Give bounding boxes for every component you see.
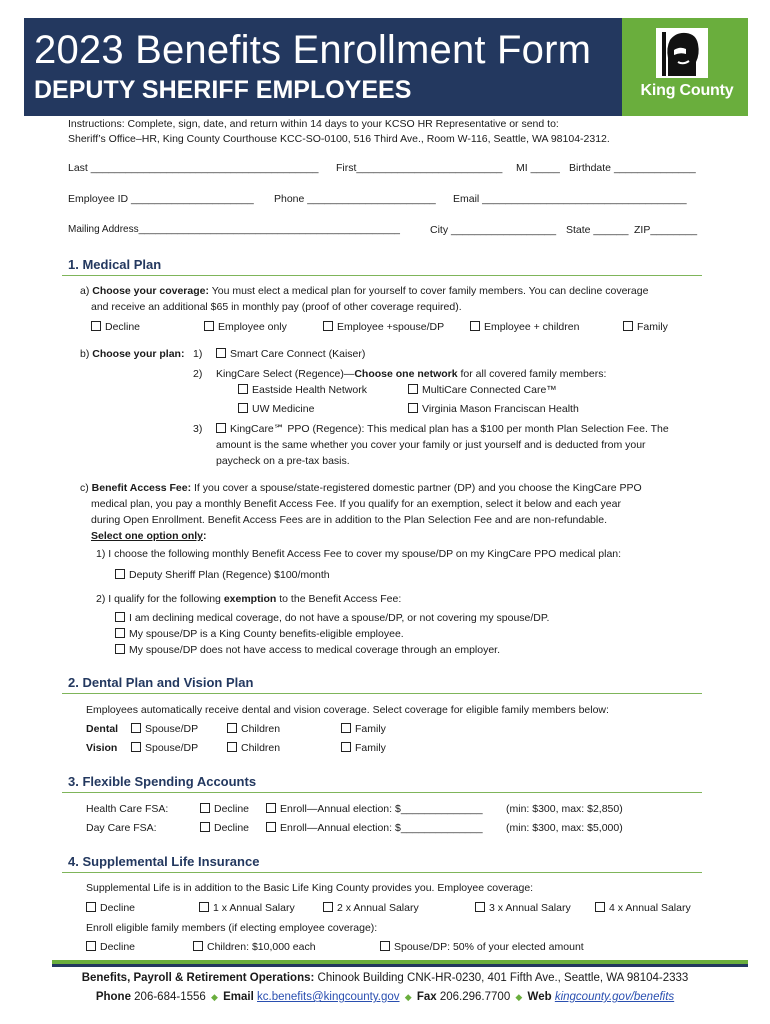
dental-intro: Employees automatically receive dental and vision coverage. Select coverage for eligible family members below: (86, 704, 609, 716)
diamond-icon: ◆ (515, 992, 523, 1002)
vision-family-checkbox[interactable]: Family (341, 742, 386, 754)
checkbox-icon (216, 348, 226, 358)
king-county-logo (622, 18, 748, 116)
life-family-intro: Enroll eligible family members (if electing employee coverage): (86, 922, 378, 934)
section-divider (62, 693, 702, 694)
instructions-line-1: Instructions: Complete, sign, date, and return within 14 days to your KCSO HR Representative or send to: (68, 118, 559, 130)
plan-kingcare-select-text: KingCare Select (Regence)—Choose one network for all covered family members: (216, 368, 607, 380)
section-medical-title: 1. Medical Plan (68, 257, 162, 272)
plan-1-number: 1) (193, 348, 203, 360)
checkbox-icon (238, 384, 248, 394)
checkbox-icon (200, 822, 210, 832)
life-4x-salary-checkbox[interactable]: 4 x Annual Salary (595, 902, 691, 914)
city-field[interactable]: City __________________ (430, 224, 557, 236)
checkbox-icon (227, 742, 237, 752)
checkbox-icon (266, 822, 276, 832)
coverage-employee-spouse-checkbox[interactable]: Employee +spouse/DP (323, 321, 444, 333)
checkbox-icon (91, 321, 101, 331)
network-multicare-checkbox[interactable]: MultiCare Connected Care™ (408, 384, 557, 396)
exemption-no-access-checkbox[interactable]: My spouse/DP does not have access to medical coverage through an employer. (115, 644, 500, 656)
life-decline-checkbox[interactable]: Decline (86, 902, 135, 914)
checkbox-icon (216, 423, 226, 433)
mlk-portrait-logo-icon (656, 28, 708, 78)
checkbox-icon (323, 321, 333, 331)
section-life-title: 4. Supplemental Life Insurance (68, 854, 260, 869)
plan-smart-care-checkbox[interactable]: Smart Care Connect (Kaiser) (216, 348, 365, 360)
checkbox-icon (341, 723, 351, 733)
email-link[interactable]: kc.benefits@kingcounty.gov (257, 991, 400, 1003)
checkbox-icon (200, 803, 210, 813)
day-care-fsa-decline-checkbox[interactable]: Decline (200, 822, 249, 834)
exemption-declining-checkbox[interactable]: I am declining medical coverage, do not have a spouse/DP, or not covering my spouse/DP. (115, 612, 549, 624)
plan-3-number: 3) (193, 423, 203, 435)
zip-field[interactable]: ZIP________ (634, 224, 698, 236)
employee-id-field[interactable]: Employee ID _____________________ (68, 193, 254, 205)
form-title: 2023 Benefits Enrollment Form (34, 28, 592, 72)
day-care-fsa-label: Day Care FSA: (86, 822, 157, 834)
section-divider (62, 275, 702, 276)
diamond-icon: ◆ (404, 992, 412, 1002)
checkbox-icon (199, 902, 209, 912)
checkbox-icon (595, 902, 605, 912)
network-eastside-checkbox[interactable]: Eastside Health Network (238, 384, 367, 396)
last-name-field[interactable]: Last _______________________________________ (68, 162, 319, 174)
checkbox-icon (115, 628, 125, 638)
plan-2-number: 2) (193, 368, 203, 380)
plan-kingcare-ppo-checkbox[interactable]: KingCare℠ PPO (Regence): This medical plan has a $100 per month Plan Selection Fee. The (216, 423, 669, 435)
checkbox-icon (227, 723, 237, 733)
checkbox-icon (266, 803, 276, 813)
plan-3-line-2: amount is the same whether you cover your family or just yourself and is deducted from your (216, 439, 646, 451)
checkbox-icon (86, 941, 96, 951)
health-fsa-label: Health Care FSA: (86, 803, 169, 815)
checkbox-icon (193, 941, 203, 951)
middle-initial-field[interactable]: MI _____ (516, 162, 560, 174)
section-divider (62, 792, 702, 793)
website-link[interactable]: kingcounty.gov/benefits (554, 991, 675, 1003)
access-fee-option-1-text: 1) I choose the following monthly Benefit Access Fee to cover my spouse/DP on my KingCare PPO medical plan: (96, 548, 622, 560)
coverage-employee-only-checkbox[interactable]: Employee only (204, 321, 287, 333)
network-virginia-mason-checkbox[interactable]: Virginia Mason Franciscan Health (408, 403, 579, 415)
medical-c-line-1: c) Benefit Access Fee: If you cover a spouse/state-registered domestic partner (DP) and you choose the KingCare PPO (80, 482, 642, 494)
network-uw-medicine-checkbox[interactable]: UW Medicine (238, 403, 314, 415)
checkbox-icon (204, 321, 214, 331)
health-fsa-decline-checkbox[interactable]: Decline (200, 803, 249, 815)
life-1x-salary-checkbox[interactable]: 1 x Annual Salary (199, 902, 295, 914)
checkbox-icon (408, 384, 418, 394)
checkbox-icon (341, 742, 351, 752)
day-care-fsa-limits: (min: $300, max: $5,000) (506, 822, 623, 834)
family-life-spouse-checkbox[interactable]: Spouse/DP: 50% of your elected amount (380, 941, 584, 953)
section-divider (62, 872, 702, 873)
access-fee-option-2-text: 2) I qualify for the following exemption to the Benefit Access Fee: (96, 593, 402, 605)
footer-contact: Phone 206-684-1556 ◆ Email kc.benefits@kingcounty.gov ◆ Fax 206.296.7700 ◆ Web kingcounty.gov/benefits (95, 991, 675, 1003)
checkbox-icon (323, 902, 333, 912)
checkbox-icon (86, 902, 96, 912)
plan-3-line-3: paycheck on a pre-tax basis. (216, 455, 350, 467)
dental-spouse-checkbox[interactable]: Spouse/DP (131, 723, 198, 735)
email-field[interactable]: Email ___________________________________ (453, 193, 687, 205)
header-title-panel (24, 18, 622, 116)
checkbox-icon (623, 321, 633, 331)
dental-children-checkbox[interactable]: Children (227, 723, 280, 735)
vision-children-checkbox[interactable]: Children (227, 742, 280, 754)
section-dental-title: 2. Dental Plan and Vision Plan (68, 675, 254, 690)
medical-c-line-2: medical plan, you pay a monthly Benefit Access Fee. If you qualify for an exemption, select it below and each year (91, 498, 621, 510)
section-fsa-title: 3. Flexible Spending Accounts (68, 774, 257, 789)
coverage-employee-children-checkbox[interactable]: Employee + children (470, 321, 579, 333)
coverage-family-checkbox[interactable]: Family (623, 321, 668, 333)
checkbox-icon (470, 321, 480, 331)
life-3x-salary-checkbox[interactable]: 3 x Annual Salary (475, 902, 571, 914)
mailing-address-field[interactable]: Mailing Address_______________________________________________ (68, 224, 400, 235)
checkbox-icon (115, 569, 125, 579)
checkbox-icon (408, 403, 418, 413)
health-fsa-enroll-checkbox[interactable]: Enroll—Annual election: $______________ (266, 803, 483, 815)
checkbox-icon (380, 941, 390, 951)
form-header (24, 18, 748, 116)
state-field[interactable]: State ______ (566, 224, 629, 236)
family-life-children-checkbox[interactable]: Children: $10,000 each (193, 941, 316, 953)
life-intro: Supplemental Life is in addition to the Basic Life King County provides you. Employee coverage: (86, 882, 534, 894)
vision-label: Vision (86, 742, 118, 754)
select-one-note: Select one option only: (91, 530, 207, 542)
instructions-line-2: Sheriff’s Office–HR, King County Courthouse KCC-SO-0100, 516 Third Ave., Room W-116, Seattle, WA 98104-2312. (68, 133, 610, 145)
diamond-icon: ◆ (210, 992, 218, 1002)
form-subtitle: DEPUTY SHERIFF EMPLOYEES (34, 76, 412, 104)
footer-divider (52, 964, 748, 967)
checkbox-icon (131, 723, 141, 733)
medical-b-label: b) Choose your plan: (80, 348, 185, 360)
checkbox-icon (475, 902, 485, 912)
health-fsa-limits: (min: $300, max: $2,850) (506, 803, 623, 815)
medical-a-line-2: and receive an additional $65 in monthly pay (proof of other coverage required). (91, 301, 462, 313)
footer-address: Benefits, Payroll & Retirement Operations: Chinook Building CNK-HR-0230, 401 Fifth Ave., Seattle, WA 98104-2333 (81, 972, 689, 984)
exemption-kc-employee-checkbox[interactable]: My spouse/DP is a King County benefits-eligible employee. (115, 628, 404, 640)
vision-spouse-checkbox[interactable]: Spouse/DP (131, 742, 198, 754)
coverage-decline-checkbox[interactable]: Decline (91, 321, 140, 333)
medical-c-line-3: during Open Enrollment. Benefit Access Fees are in addition to the Plan Selection Fee and are non-refundable. (91, 514, 607, 526)
family-life-decline-checkbox[interactable]: Decline (86, 941, 135, 953)
life-2x-salary-checkbox[interactable]: 2 x Annual Salary (323, 902, 419, 914)
medical-a-line-1: a) Choose your coverage: You must elect a medical plan for yourself to cover family members. You can decline coverage (80, 285, 649, 297)
first-name-field[interactable]: First_________________________ (336, 162, 503, 174)
checkbox-icon (115, 612, 125, 622)
dental-label: Dental (86, 723, 119, 735)
phone-field[interactable]: Phone ______________________ (274, 193, 436, 205)
birthdate-field[interactable]: Birthdate ______________ (569, 162, 696, 174)
dental-family-checkbox[interactable]: Family (341, 723, 386, 735)
checkbox-icon (131, 742, 141, 752)
day-care-fsa-enroll-checkbox[interactable]: Enroll—Annual election: $______________ (266, 822, 483, 834)
checkbox-icon (115, 644, 125, 654)
deputy-sheriff-plan-checkbox[interactable]: Deputy Sheriff Plan (Regence) $100/month (115, 569, 330, 581)
checkbox-icon (238, 403, 248, 413)
logo-text: King County (640, 82, 734, 99)
